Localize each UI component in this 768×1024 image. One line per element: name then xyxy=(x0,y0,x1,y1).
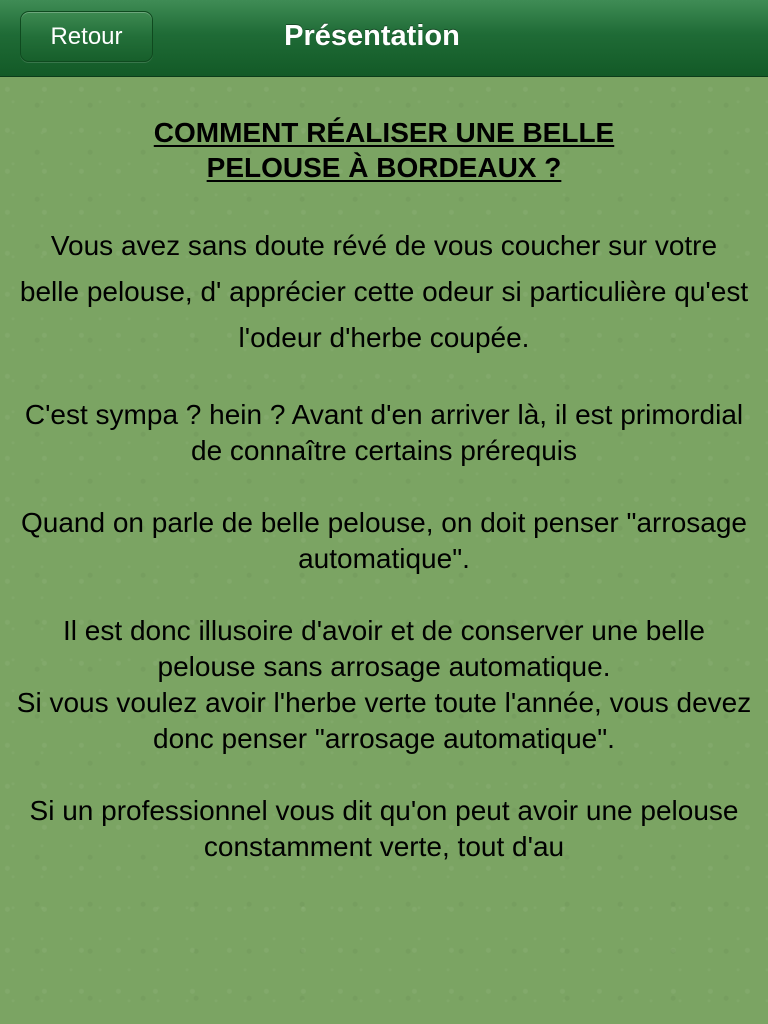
paragraph-spacer xyxy=(0,577,768,613)
back-button[interactable]: Retour xyxy=(20,11,153,62)
paragraph-intro: Vous avez sans doute révé de vous coucher sur votre belle pelouse, d' apprécier cette odeur si particulière qu'est l'odeur d'herbe coupée. xyxy=(19,230,749,353)
paragraph-professional: Si un professionnel vous dit qu'on peut avoir une pelouse constamment verte, tout d'au xyxy=(29,795,739,862)
article-heading-line2: PELOUSE À BORDEAUX ? xyxy=(206,152,562,183)
navigation-bar xyxy=(0,0,768,77)
paragraph-spacer xyxy=(0,361,768,397)
article-heading-line1: COMMENT RÉALISER UNE BELLE xyxy=(153,117,615,148)
paragraph-illusory: Il est donc illusoire d'avoir et de conserver une belle pelouse sans arrosage automatique. xyxy=(63,615,705,682)
paragraph-watering: Quand on parle de belle pelouse, on doit penser "arrosage automatique". xyxy=(20,507,747,574)
paragraph-spacer xyxy=(0,469,768,505)
page-title: Présentation xyxy=(284,20,460,52)
paragraph-green-grass: Si vous voulez avoir l'herbe verte toute l'année, vous devez donc penser "arrosage automatique". xyxy=(16,687,752,754)
paragraph-prerequisites: C'est sympa ? hein ? Avant d'en arriver là, il est primordial de connaître certains prérequis xyxy=(24,399,744,466)
paragraph-spacer xyxy=(0,757,768,793)
article-content[interactable] xyxy=(0,77,768,1024)
article-heading xyxy=(34,115,734,185)
